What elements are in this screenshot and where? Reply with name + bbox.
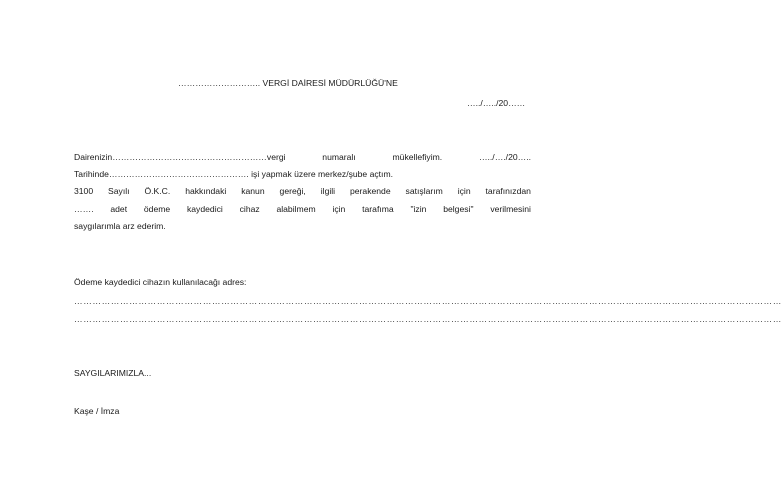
body-line-2: Tarihinde…………………………………………. işi yapmak üzere merkez/şube açtım. xyxy=(74,169,393,179)
body-word: kaydedici xyxy=(186,204,223,214)
body-word: hakkındaki xyxy=(185,186,227,196)
body-word: Sayılı xyxy=(108,186,130,196)
body-word: satışlarım xyxy=(405,186,443,196)
body-word: kanun xyxy=(241,186,265,196)
signature-label: Kaşe / İmza xyxy=(74,406,120,416)
body-line-3 xyxy=(74,187,531,196)
body-line-1 xyxy=(74,153,531,162)
document-title: ……………………….. VERGİ DAİRESİ MÜDÜRLÜĞÜ'NE xyxy=(178,78,398,88)
body-word: perakende xyxy=(350,186,391,196)
body-word: 3100 xyxy=(74,186,94,196)
closing-text: SAYGILARIMIZLA... xyxy=(74,368,152,378)
body-word: cihaz xyxy=(239,204,260,214)
body-word: …../…./20….. xyxy=(478,152,531,162)
body-word: ödeme xyxy=(143,204,171,214)
body-word: mükellefiyim. xyxy=(392,152,443,162)
body-word: belgesi" xyxy=(443,204,474,214)
body-word: için xyxy=(332,204,346,214)
body-word: ……. xyxy=(74,204,94,214)
body-word: Dairenizin………………………………………………vergi xyxy=(74,152,286,162)
body-word: ilgili xyxy=(320,186,336,196)
address-fill-line-2: …………………………………………………………………………………………………………………………………………………………………………………………………………… xyxy=(74,314,782,324)
address-label: Ödeme kaydedici cihazın kullanılacağı adres: xyxy=(74,277,247,287)
body-word: gereği, xyxy=(279,186,306,196)
address-fill-line-1: …………………………………………………………………………………………………………………………………………………………………………………………………………… xyxy=(74,296,782,306)
body-word: numaralı xyxy=(322,152,356,162)
body-word: tarafıma xyxy=(362,204,394,214)
body-word: verilmesini xyxy=(490,204,531,214)
body-word: adet xyxy=(110,204,128,214)
body-line-5: saygılarımla arz ederim. xyxy=(74,221,166,231)
body-word: tarafınızdan xyxy=(485,186,531,196)
body-word: Ö.K.C. xyxy=(144,186,171,196)
body-word: alabilmem xyxy=(276,204,316,214)
body-word: için xyxy=(457,186,471,196)
body-word: "izin xyxy=(410,204,427,214)
date-field-top: …../…../20…… xyxy=(467,98,526,108)
body-line-4 xyxy=(74,205,531,214)
